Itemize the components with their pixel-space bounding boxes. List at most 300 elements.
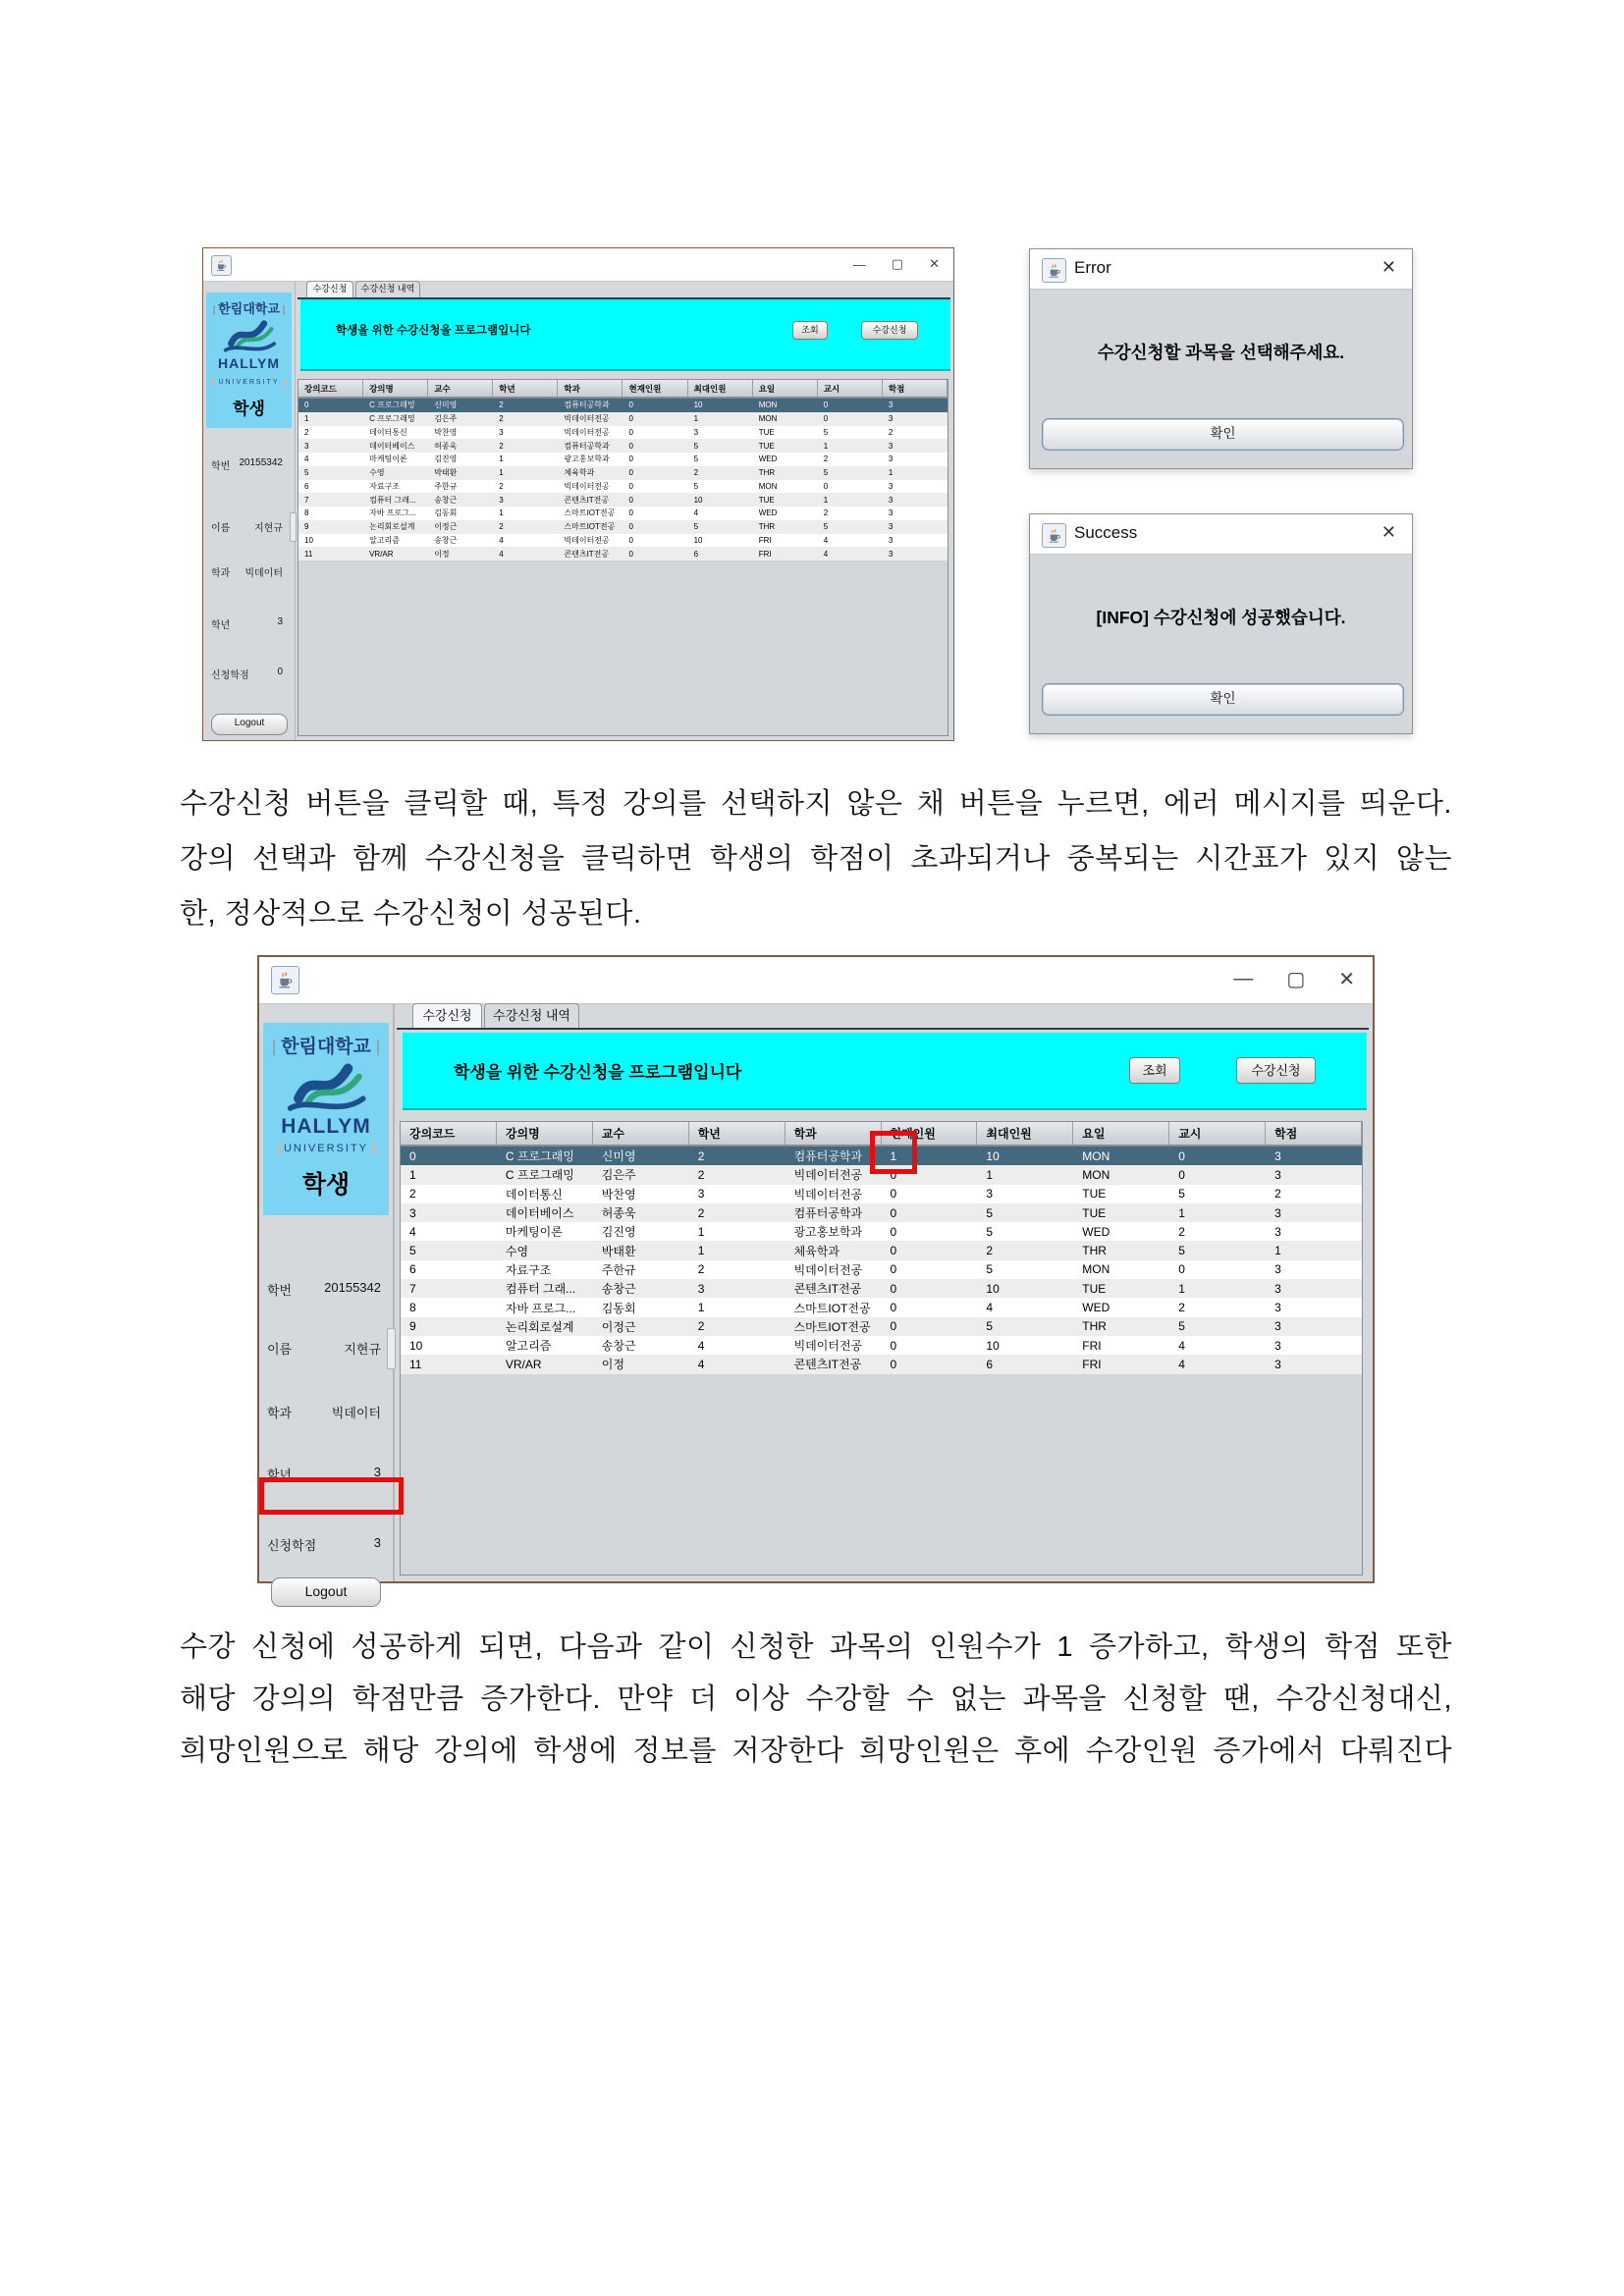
sidebar-scrollbar[interactable] — [387, 1328, 396, 1369]
table-cell: MON — [758, 414, 778, 424]
table-cell: 1 — [697, 1224, 705, 1239]
close-button[interactable]: ✕ — [1338, 969, 1355, 990]
table-cell: 1 — [499, 454, 504, 464]
table-cell: 1 — [890, 1148, 897, 1163]
table-cell: 3 — [888, 441, 893, 451]
table-cell: 자료구조 — [505, 1262, 552, 1277]
table-cell: 4 — [409, 1224, 416, 1239]
minimize-button[interactable]: — — [852, 256, 866, 272]
table-cell: 3 — [888, 508, 893, 518]
table-cell: 2 — [1274, 1187, 1281, 1201]
course-table-header — [401, 1122, 1362, 1147]
close-icon[interactable]: ✕ — [1380, 257, 1396, 277]
column-header[interactable]: 최대인원 — [977, 1122, 1073, 1145]
table-cell: 자바 프로그... — [369, 508, 416, 518]
table-cell: 김은주 — [601, 1168, 636, 1183]
hallym-wave-icon — [222, 318, 277, 355]
table-row[interactable] — [401, 1317, 1362, 1336]
paragraph-line: 희망인원으로 해당 강의에 학생에 정보를 저장한다 희망인원은 후에 수강인원 증가에서 다뤄진다 — [180, 1735, 1452, 1767]
maximize-button[interactable]: ▢ — [891, 256, 904, 271]
table-row[interactable] — [298, 547, 947, 561]
table-cell: 0 — [890, 1167, 897, 1182]
table-cell: FRI — [758, 535, 772, 545]
table-cell: 스마트IOT전공 — [564, 522, 616, 532]
sidebar-field — [203, 457, 287, 471]
table-cell: 8 — [304, 508, 309, 518]
table-row[interactable] — [401, 1279, 1362, 1298]
registration-window-before — [202, 247, 954, 741]
table-cell: TUE — [758, 441, 775, 451]
sidebar-scrollbar[interactable] — [290, 512, 297, 542]
success-dialog — [1029, 513, 1413, 734]
banner-title: 학생을 위한 수강신청을 프로그램입니다 — [454, 1063, 742, 1082]
table-cell: 3 — [1274, 1338, 1281, 1353]
banner — [300, 299, 950, 371]
success-message: [INFO] 수강신청에 성공했습니다. — [1096, 608, 1346, 627]
table-cell: 2 — [409, 1187, 416, 1201]
table-cell: 콘텐츠IT전공 — [793, 1358, 862, 1372]
table-cell: 11 — [409, 1357, 422, 1371]
table-cell: 빅데이터전공 — [793, 1339, 863, 1354]
table-row[interactable] — [298, 399, 947, 412]
table-cell: 1 — [1274, 1244, 1281, 1258]
table-cell: 0 — [890, 1357, 897, 1371]
tab-registration[interactable]: 수강신청 — [306, 281, 353, 297]
table-cell: 데이터통신 — [369, 427, 407, 437]
sidebar-field-value: 빅데이터 — [331, 1406, 381, 1420]
table-cell: 데이터베이스 — [369, 441, 415, 451]
window-titlebar — [259, 957, 1373, 1004]
column-header[interactable]: 교시 — [818, 380, 883, 397]
minimize-button[interactable]: — — [1233, 968, 1254, 989]
table-cell: 김동회 — [601, 1301, 636, 1315]
tab-registration[interactable]: 수강신청 — [412, 1003, 482, 1028]
table-cell: 허종욱 — [601, 1206, 636, 1221]
table-cell: WED — [758, 454, 778, 464]
table-cell: 0 — [628, 508, 633, 518]
table-cell: 2 — [499, 481, 504, 491]
table-cell: 7 — [409, 1281, 416, 1296]
table-cell: 4 — [499, 549, 504, 559]
column-header[interactable]: 강의코드 — [401, 1122, 497, 1145]
table-cell: 5 — [986, 1205, 994, 1220]
university-name: 한림대학교 — [263, 1032, 389, 1058]
sidebar-field-value: 20155342 — [239, 457, 283, 468]
table-row[interactable] — [401, 1260, 1362, 1279]
table-cell: 2 — [499, 522, 504, 532]
error-message: 수강신청할 과목을 선택해주세요. — [1097, 343, 1345, 362]
table-cell: 1 — [693, 414, 699, 424]
table-cell: TUE — [1082, 1187, 1107, 1201]
table-row[interactable] — [298, 520, 947, 534]
sidebar-field-label: 학과 — [267, 1406, 293, 1420]
table-cell: TUE — [1082, 1205, 1107, 1220]
table-row[interactable] — [298, 480, 947, 494]
column-header[interactable]: 최대인원 — [688, 380, 753, 397]
sidebar-field-value: 지현규 — [254, 523, 283, 534]
table-cell: 송창근 — [434, 495, 458, 505]
table-cell: 5 — [693, 441, 699, 451]
table-cell: 1 — [823, 495, 829, 505]
table-cell: 2 — [823, 508, 829, 518]
banner-title: 학생을 위한 수강신청을 프로그램입니다 — [336, 325, 531, 337]
table-cell: 논리회로설계 — [369, 522, 415, 532]
table-cell: 10 — [304, 535, 313, 545]
table-cell: 5 — [693, 481, 699, 491]
sidebar-field-label: 신청학점 — [267, 1538, 317, 1553]
table-cell: 5 — [986, 1262, 994, 1277]
java-icon — [1042, 258, 1066, 283]
table-cell: 0 — [890, 1319, 897, 1334]
table-cell: 0 — [890, 1244, 897, 1258]
table-cell: 3 — [304, 441, 309, 451]
table-row[interactable] — [401, 1222, 1362, 1241]
table-cell: 1 — [823, 441, 829, 451]
course-table-header — [298, 380, 947, 399]
table-cell: 0 — [890, 1205, 897, 1220]
query-button[interactable]: 조회 — [792, 321, 828, 340]
table-cell: 3 — [888, 495, 893, 505]
table-cell: 4 — [1178, 1357, 1185, 1371]
table-cell: 4 — [823, 549, 829, 559]
sidebar-field — [203, 519, 287, 533]
table-row[interactable] — [298, 493, 947, 507]
table-cell: 1 — [1178, 1205, 1185, 1220]
table-cell: 0 — [890, 1224, 897, 1239]
table-cell: 3 — [693, 427, 699, 437]
query-button[interactable]: 조회 — [1129, 1057, 1180, 1084]
table-row[interactable] — [401, 1185, 1362, 1203]
table-cell: TUE — [1082, 1281, 1107, 1296]
table-cell: 0 — [823, 481, 829, 491]
column-header[interactable]: 요일 — [753, 380, 818, 397]
table-cell: 3 — [697, 1281, 705, 1296]
table-cell: 송창근 — [601, 1339, 636, 1354]
table-cell: 11 — [304, 549, 313, 559]
table-cell: MON — [1082, 1148, 1110, 1163]
table-cell: 신미영 — [601, 1149, 636, 1164]
paragraph-line: 수강신청 버튼을 클릭할 때, 특정 강의를 선택하지 않은 채 버튼을 누르면, 에러 메시지를 띄운다. — [180, 788, 1452, 820]
table-cell: 0 — [628, 427, 633, 437]
table-row[interactable] — [298, 507, 947, 520]
table-cell: 0 — [890, 1301, 897, 1315]
table-cell: 6 — [409, 1262, 416, 1277]
table-cell: 5 — [1178, 1244, 1185, 1258]
table-cell: 0 — [409, 1148, 416, 1163]
role-label: 학생 — [233, 400, 265, 418]
column-header[interactable]: 강의명 — [497, 1122, 593, 1145]
table-cell: 2 — [499, 414, 504, 424]
table-cell: 콘텐츠IT전공 — [564, 549, 610, 559]
table-cell: 4 — [697, 1338, 705, 1353]
table-cell: MON — [1082, 1262, 1110, 1277]
table-cell: 3 — [1274, 1224, 1281, 1239]
table-cell: 컴퓨터공학과 — [793, 1149, 863, 1164]
column-header[interactable]: 교수 — [593, 1122, 689, 1145]
table-cell: 6 — [304, 481, 309, 491]
tab-registration-history[interactable]: 수강신청 내역 — [484, 1003, 579, 1028]
table-cell: 빅데이터전공 — [564, 535, 610, 545]
error-dialog — [1029, 248, 1413, 469]
table-cell: 3 — [888, 414, 893, 424]
table-cell: WED — [1082, 1301, 1110, 1315]
table-cell: 10 — [986, 1148, 1000, 1163]
paragraph-error-explanation — [180, 776, 1452, 941]
table-row[interactable] — [401, 1355, 1362, 1373]
table-cell: 10 — [986, 1338, 1000, 1353]
column-header[interactable]: 학과 — [785, 1122, 882, 1145]
sidebar-field — [259, 1535, 385, 1557]
table-cell: 6 — [693, 549, 699, 559]
table-cell: 빅데이터전공 — [564, 427, 610, 437]
banner — [403, 1033, 1367, 1110]
sidebar-field — [203, 616, 287, 630]
table-row[interactable] — [401, 1147, 1362, 1165]
table-cell: 3 — [1274, 1167, 1281, 1182]
column-header[interactable]: 학년 — [493, 380, 558, 397]
table-cell: 빅데이터전공 — [793, 1262, 863, 1277]
table-cell: 컴퓨터 그래... — [369, 495, 416, 505]
course-table-body — [298, 399, 947, 561]
table-cell: 빅데이터전공 — [564, 481, 610, 491]
table-cell: 주한규 — [601, 1262, 636, 1277]
table-cell: 0 — [628, 400, 633, 410]
table-row[interactable] — [401, 1298, 1362, 1316]
table-cell: 10 — [693, 400, 703, 410]
table-cell: 1 — [304, 414, 309, 424]
table-cell: 빅데이터전공 — [793, 1187, 863, 1201]
logout-button[interactable]: Logout — [271, 1577, 381, 1607]
maximize-button[interactable]: ▢ — [1286, 969, 1306, 990]
table-cell: 3 — [1274, 1301, 1281, 1315]
table-cell: 1 — [499, 508, 504, 518]
table-cell: 컴퓨터 그래... — [505, 1282, 576, 1297]
table-cell: 2 — [693, 468, 699, 478]
column-header[interactable]: 학년 — [689, 1122, 785, 1145]
table-cell: 0 — [1178, 1167, 1185, 1182]
table-cell: 3 — [888, 481, 893, 491]
table-cell: 체육학과 — [564, 468, 595, 478]
column-header[interactable]: 학점 — [883, 380, 947, 397]
table-cell: 0 — [628, 454, 633, 464]
sidebar-field-label: 신청학점 — [211, 670, 249, 681]
table-cell: 박태환 — [434, 468, 458, 478]
sidebar-field — [259, 1465, 385, 1486]
sidebar-field-value: 지현규 — [344, 1342, 381, 1357]
table-cell: 0 — [1178, 1262, 1185, 1277]
table-row[interactable] — [401, 1336, 1362, 1355]
table-cell: 빅데이터전공 — [564, 414, 610, 424]
sidebar-field-label: 이름 — [211, 523, 231, 534]
table-row[interactable] — [401, 1203, 1362, 1222]
dialog-titlebar — [1030, 249, 1412, 290]
column-header[interactable]: 교시 — [1169, 1122, 1266, 1145]
table-cell: 데이터통신 — [505, 1187, 563, 1201]
sidebar-field-value: 3 — [277, 616, 283, 627]
table-cell: 송창근 — [601, 1282, 636, 1297]
table-cell: FRI — [1082, 1338, 1102, 1353]
column-header[interactable]: 학점 — [1266, 1122, 1362, 1145]
table-cell: 5 — [823, 427, 829, 437]
table-cell: 0 — [628, 495, 633, 505]
table-cell: 스마트IOT전공 — [793, 1319, 871, 1334]
register-button[interactable]: 수강신청 — [861, 321, 918, 340]
table-cell: 3 — [1274, 1262, 1281, 1277]
table-cell: 이정 — [434, 549, 450, 559]
table-cell: 3 — [888, 454, 893, 464]
column-header[interactable]: 강의코드 — [298, 380, 363, 397]
column-header[interactable]: 현재인원 — [882, 1122, 978, 1145]
column-header[interactable]: 학과 — [558, 380, 623, 397]
table-cell: 3 — [409, 1205, 416, 1220]
student-sidebar — [203, 282, 296, 740]
table-cell: 광고홍보학과 — [793, 1225, 863, 1240]
table-cell: 마케팅이론 — [505, 1225, 563, 1240]
table-cell: 1 — [1178, 1281, 1185, 1296]
paragraph-success-explanation — [180, 1622, 1452, 1778]
table-row[interactable] — [401, 1165, 1362, 1184]
table-cell: 1 — [697, 1301, 705, 1315]
table-cell: 0 — [304, 400, 309, 410]
sidebar-field-label: 학과 — [211, 568, 231, 579]
table-cell: 5 — [1178, 1319, 1185, 1334]
table-cell: 이정근 — [434, 522, 458, 532]
table-cell: 2 — [499, 400, 504, 410]
column-header[interactable]: 교수 — [428, 380, 493, 397]
table-cell: TUE — [758, 495, 775, 505]
table-row[interactable] — [298, 453, 947, 466]
table-cell: MON — [758, 400, 778, 410]
table-cell: 0 — [628, 481, 633, 491]
table-cell: 0 — [1178, 1148, 1185, 1163]
table-cell: 광고홍보학과 — [564, 454, 610, 464]
sidebar-field — [259, 1403, 385, 1424]
table-cell: 논리회로설계 — [505, 1319, 574, 1334]
confirm-button[interactable]: 확인 — [1042, 683, 1404, 716]
table-cell: 1 — [888, 468, 893, 478]
table-row[interactable] — [298, 439, 947, 453]
table-cell: 9 — [304, 522, 309, 532]
paragraph-line: 수강 신청에 성공하게 되면, 다음과 같이 신청한 과목의 인원수가 1 증가하고, 학생의 학점 또한 — [180, 1631, 1452, 1663]
table-cell: MON — [1082, 1167, 1110, 1182]
table-row[interactable] — [401, 1241, 1362, 1259]
table-cell: 3 — [888, 522, 893, 532]
table-cell: 0 — [890, 1281, 897, 1296]
java-icon — [271, 966, 299, 994]
university-logo — [206, 293, 292, 428]
table-cell: 자료구조 — [369, 481, 401, 491]
table-cell: MON — [758, 481, 778, 491]
table-row[interactable] — [298, 412, 947, 426]
table-cell: 2 — [304, 427, 309, 437]
table-cell: 0 — [890, 1338, 897, 1353]
table-cell: 10 — [693, 535, 703, 545]
table-cell: 3 — [499, 495, 504, 505]
table-cell: 4 — [304, 454, 309, 464]
table-cell: 0 — [628, 549, 633, 559]
table-cell: 콘텐츠IT전공 — [564, 495, 610, 505]
register-button[interactable]: 수강신청 — [1236, 1057, 1316, 1084]
table-cell: 9 — [409, 1319, 416, 1334]
table-cell: 2 — [697, 1205, 705, 1220]
dialog-title: Error — [1074, 258, 1111, 277]
table-cell: 데이터베이스 — [505, 1206, 574, 1221]
tab-registration-history[interactable]: 수강신청 내역 — [355, 281, 420, 297]
table-cell: 빅데이터전공 — [793, 1168, 863, 1183]
window-titlebar — [203, 248, 953, 282]
course-table — [400, 1121, 1363, 1575]
table-cell: 자바 프로그... — [505, 1301, 576, 1315]
table-cell: 0 — [628, 441, 633, 451]
table-cell: 5 — [823, 468, 829, 478]
table-cell: 체육학과 — [793, 1244, 839, 1258]
paragraph-line: 강의 선택과 함께 수강신청을 클릭하면 학생의 학점이 초과되거나 중복되는 시간표가 있지 않는 — [180, 843, 1452, 875]
logout-button[interactable]: Logout — [211, 714, 288, 735]
confirm-button[interactable]: 확인 — [1042, 418, 1404, 451]
table-cell: 2 — [1178, 1301, 1185, 1315]
table-cell: C 프로그래밍 — [505, 1168, 574, 1183]
table-cell: 2 — [986, 1244, 994, 1258]
table-cell: 4 — [1178, 1338, 1185, 1353]
table-cell: FRI — [758, 549, 772, 559]
table-cell: 10 — [409, 1338, 423, 1353]
table-cell: WED — [758, 508, 778, 518]
table-cell: 이정 — [601, 1358, 624, 1372]
sidebar-field — [203, 564, 287, 578]
university-logo — [263, 1023, 389, 1215]
table-cell: 2 — [697, 1167, 705, 1182]
table-cell: 신미영 — [434, 400, 458, 410]
table-cell: 3 — [1274, 1148, 1281, 1163]
sidebar-field-value: 0 — [277, 667, 283, 677]
table-cell: 이정근 — [601, 1319, 636, 1334]
table-cell: 5 — [693, 522, 699, 532]
java-icon — [211, 255, 232, 276]
close-icon[interactable]: ✕ — [1380, 522, 1396, 542]
table-row[interactable] — [298, 466, 947, 480]
sidebar-field-value: 3 — [373, 1465, 381, 1479]
close-button[interactable]: ✕ — [929, 256, 940, 271]
table-cell: 3 — [1274, 1205, 1281, 1220]
logo-word-university: UNIVERSITY — [212, 379, 285, 386]
table-row[interactable] — [298, 534, 947, 548]
table-cell: 0 — [628, 535, 633, 545]
table-cell: 컴퓨터공학과 — [564, 400, 610, 410]
paragraph-line: 해당 강의의 학점만큼 증가한다. 만약 더 이상 수강할 수 없는 과목을 신청할 땐, 수강신청대신, — [180, 1683, 1452, 1715]
table-cell: 2 — [888, 427, 893, 437]
table-row[interactable] — [298, 426, 947, 440]
table-cell: 0 — [823, 414, 829, 424]
paragraph-line: 한, 정상적으로 수강신청이 성공된다. — [180, 898, 642, 930]
sidebar-field-label: 이름 — [267, 1342, 293, 1357]
logo-word-hallym: HALLYM — [281, 1115, 371, 1138]
column-header[interactable]: 요일 — [1073, 1122, 1169, 1145]
table-cell: 1 — [499, 468, 504, 478]
table-cell: 4 — [697, 1357, 705, 1371]
column-header[interactable]: 현재인원 — [623, 380, 687, 397]
table-cell: 10 — [693, 495, 703, 505]
table-cell: 8 — [409, 1301, 416, 1315]
table-cell: 박찬영 — [601, 1187, 636, 1201]
registration-window-after — [257, 955, 1375, 1599]
table-cell: 콘텐츠IT전공 — [793, 1282, 862, 1297]
table-cell: 0 — [628, 468, 633, 478]
university-name: 한림대학교 — [206, 298, 292, 317]
table-cell: 수영 — [505, 1244, 529, 1258]
logo-word-hallym: HALLYM — [217, 355, 281, 371]
table-cell: VR/AR — [369, 549, 394, 559]
column-header[interactable]: 강의명 — [363, 380, 428, 397]
